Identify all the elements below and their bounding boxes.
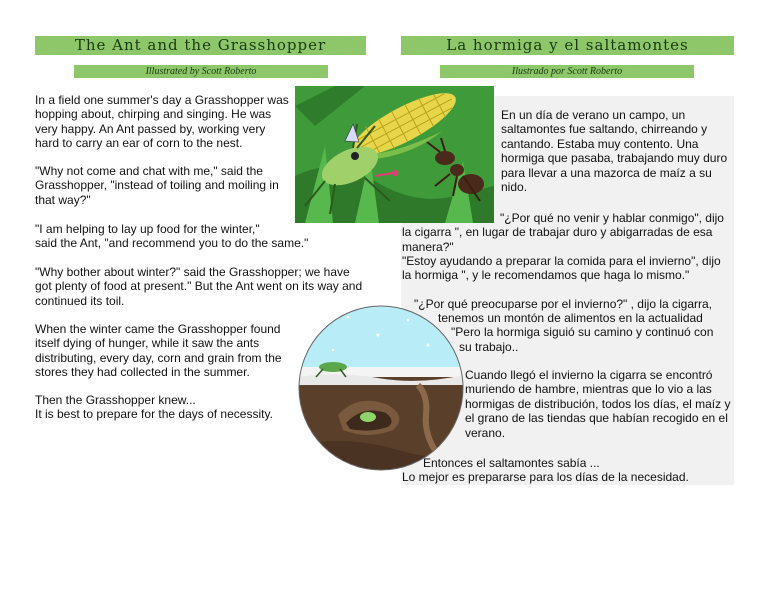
english-title: The Ant and the Grasshopper xyxy=(35,36,366,55)
english-paragraph-1: In a field one summer's day a Grasshopper was hopping about, chirping and singing. He was very happy. An Ant passed by, working very hard to carry an ear of corn to the nest. xyxy=(35,93,289,151)
english-paragraph-6a: Then the Grasshopper knew... xyxy=(35,393,196,407)
english-paragraph-5: When the winter came the Grasshopper found itself dying of hunger, while it saw the ants distributing, every day, corn and grain from the stores they had collected in the summer. xyxy=(35,322,282,380)
summer-illustration xyxy=(295,86,494,223)
spanish-paragraph-3: "Estoy ayudando a preparar la comida para el invierno", dijo la hormiga ", y le recomendamos que haga lo mismo." xyxy=(402,254,721,283)
spanish-paragraph-4c: "Pero la hormiga siguió su camino y continuó con xyxy=(451,325,714,339)
english-paragraph-4: "Why bother about winter?" said the Grasshopper; we have got plenty of food at present." But the Ant went on its way and continued its toil. xyxy=(35,265,363,308)
spanish-paragraph-6a: Entonces el saltamontes sabía ... xyxy=(423,456,600,470)
spanish-title: La hormiga y el saltamontes xyxy=(401,36,734,55)
english-paragraph-3a: "I am helping to lay up food for the winter," xyxy=(35,222,260,236)
winter-illustration xyxy=(298,305,464,471)
english-illustrator-credit: Illustrated by Scott Roberto xyxy=(74,65,328,78)
spanish-paragraph-4d: su trabajo.. xyxy=(459,340,519,354)
english-paragraph-6b: It is best to prepare for the days of necessity. xyxy=(35,407,273,421)
spanish-paragraph-1: En un día de verano un campo, un saltamontes fue saltando, chirreando y cantando. Estaba muy contento. Una hormiga que pasaba, trabajando muy duro para llevar a una mazorca de maíz a su nido. xyxy=(501,108,728,195)
spanish-paragraph-4b: tenemos un montón de alimentos en la actualidad xyxy=(438,311,703,325)
spanish-paragraph-2: "¿Por qué no venir y hablar conmigo", dijo la cigarra ", en lugar de trabajar duro y abigarradas de esa manera?" xyxy=(402,211,724,254)
spanish-paragraph-5: Cuando llegó el invierno la cigarra se encontró muriendo de hambre, mientras que lo vio a las hormigas de distribución, todos los días, el maíz y el grano de las tiendas que habían recogido en el verano. xyxy=(465,368,731,440)
spanish-paragraph-6b: Lo mejor es prepararse para los días de la necesidad. xyxy=(402,470,689,484)
grasshopper-and-ant-image xyxy=(295,86,494,223)
spanish-illustrator-credit: Ilustrado por Scott Roberto xyxy=(440,65,694,78)
english-paragraph-2: "Why not come and chat with me," said the Grasshopper, "instead of toiling and moiling in that way?" xyxy=(35,164,279,207)
spanish-paragraph-4a: "¿Por qué preocuparse por el invierno?" , dijo la cigarra, xyxy=(414,297,713,311)
english-paragraph-3b: said the Ant, "and recommend you to do the same." xyxy=(35,236,309,250)
ant-nest-winter-image xyxy=(298,305,464,471)
